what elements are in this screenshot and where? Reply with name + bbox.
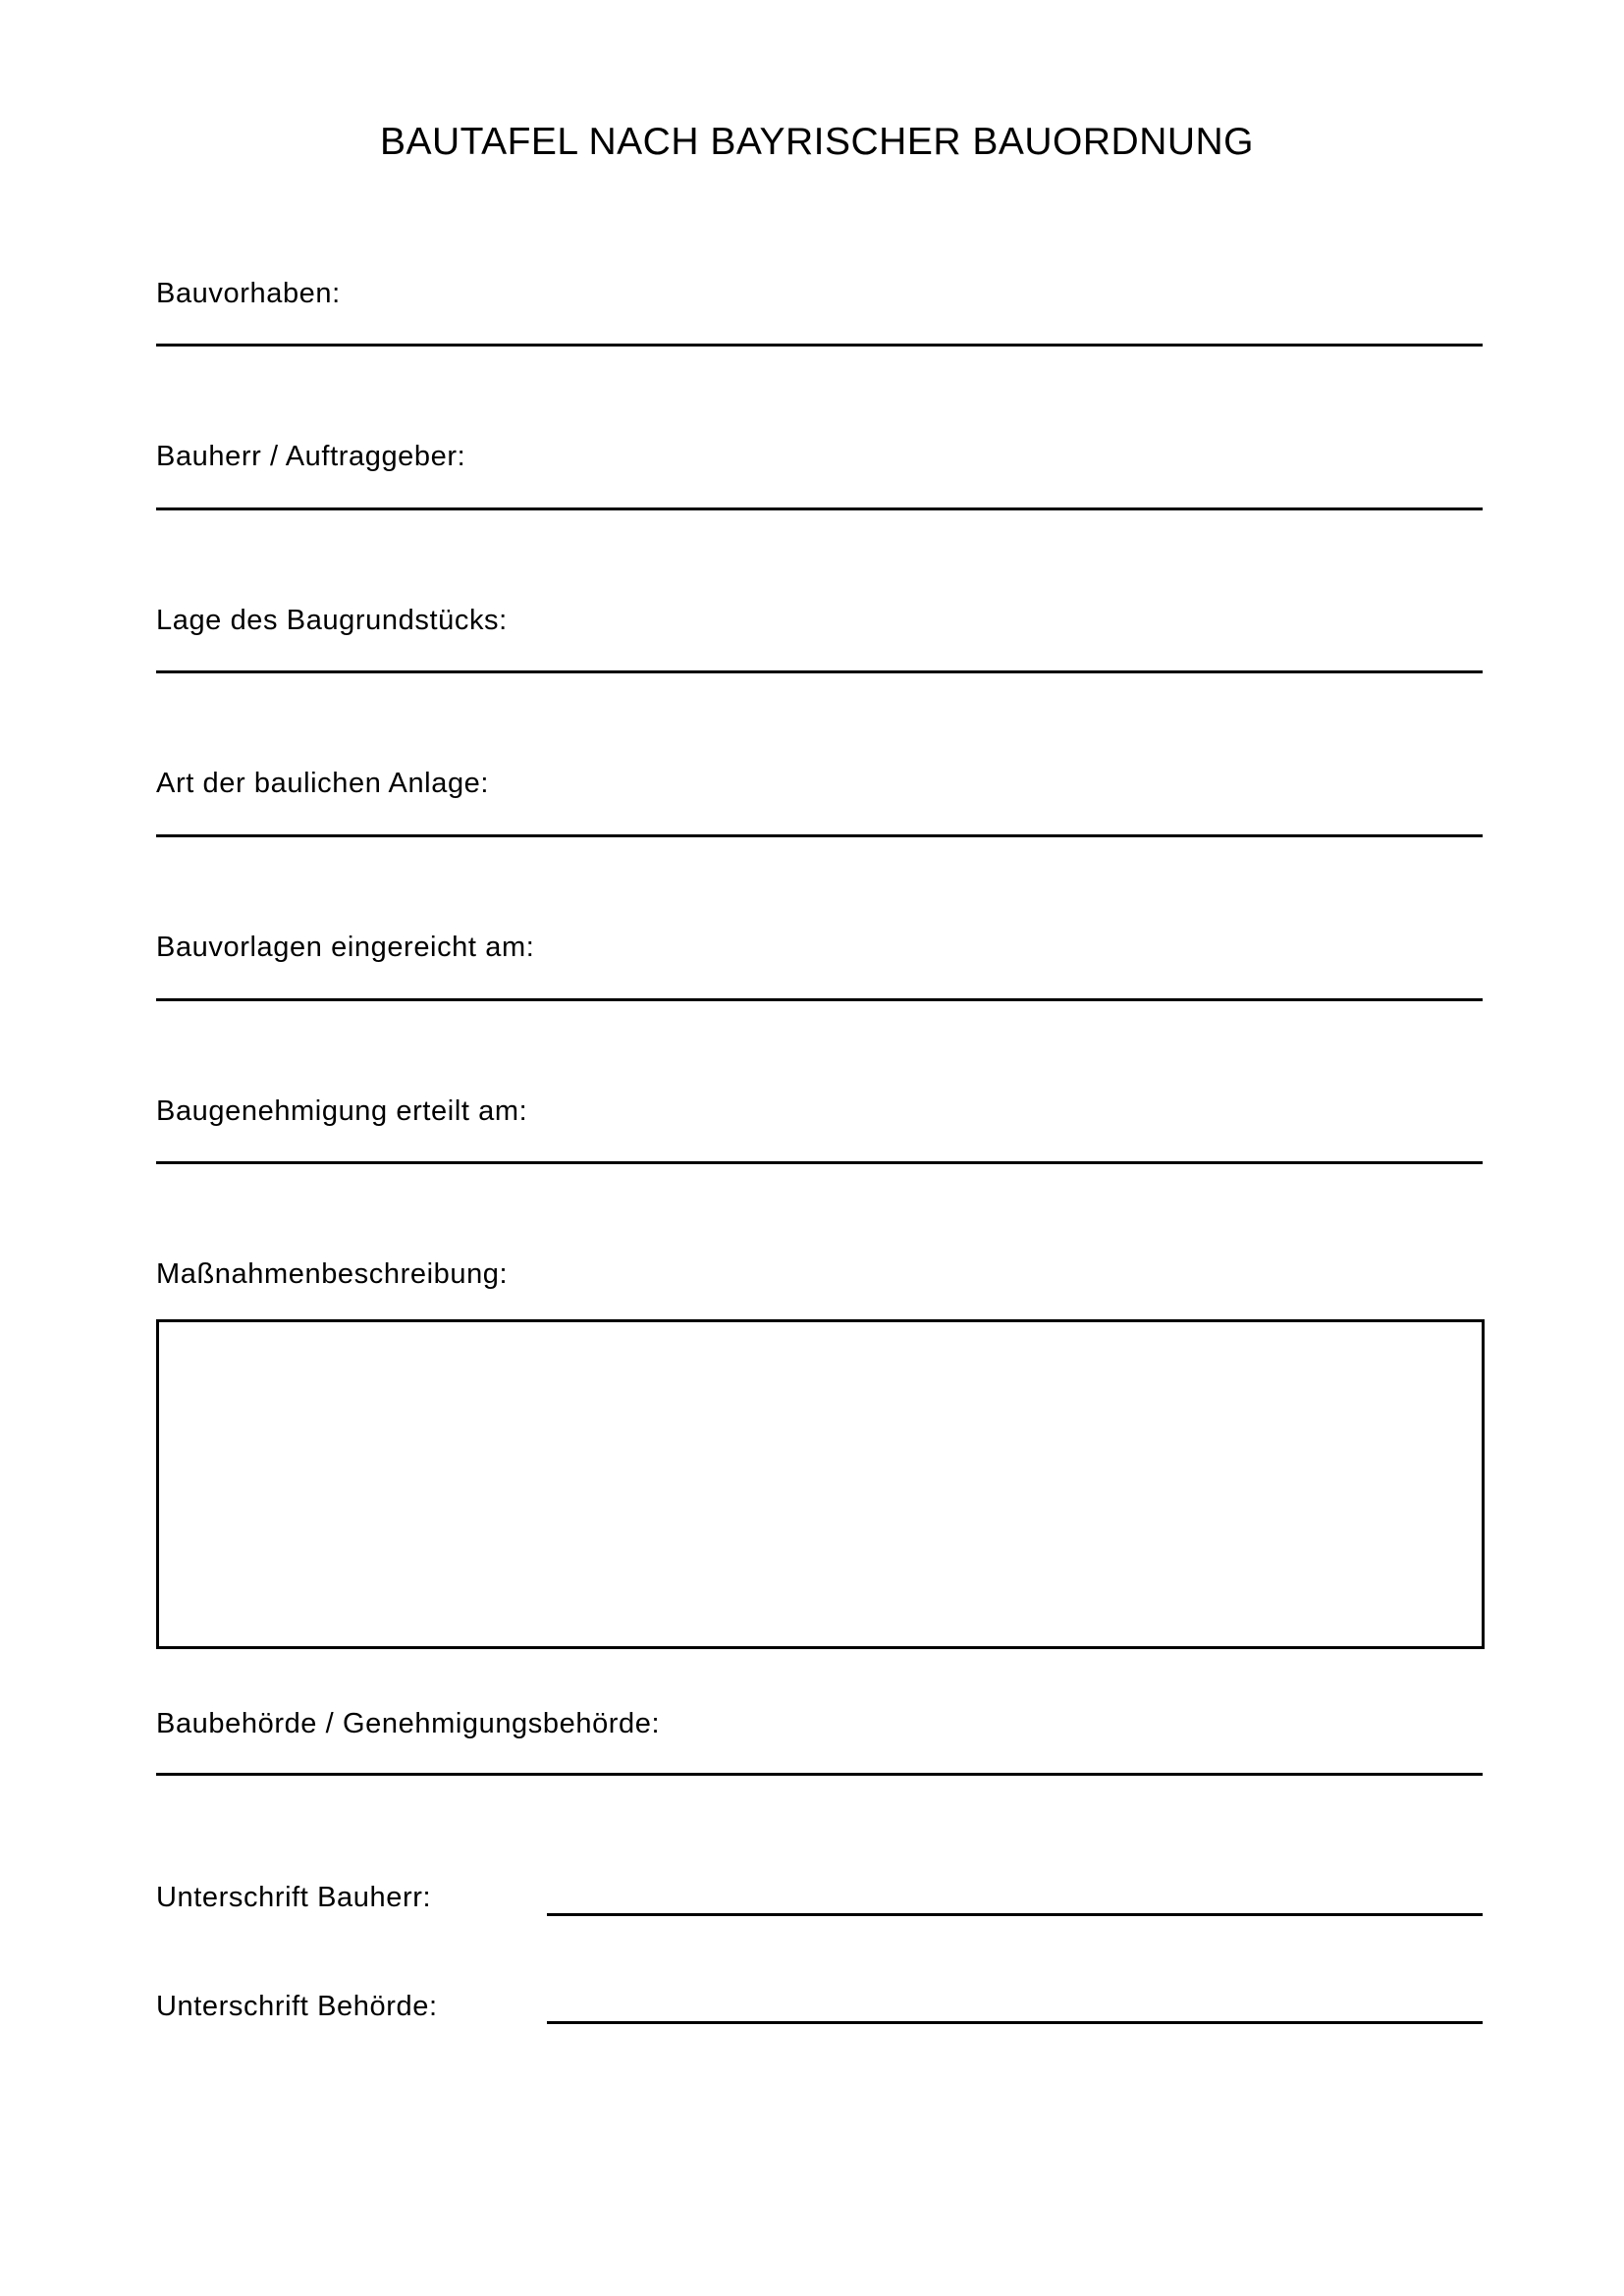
field-line-bauvorlagen[interactable] (156, 998, 1483, 1001)
label-lage: Lage des Baugrundstücks: (156, 605, 508, 636)
label-baugenehmigung: Baugenehmigung erteilt am: (156, 1095, 528, 1127)
field-line-lage[interactable] (156, 670, 1483, 673)
label-unterschrift-behoerde: Unterschrift Behörde: (156, 1991, 438, 2022)
label-bauvorhaben: Bauvorhaben: (156, 278, 341, 309)
field-line-bauherr[interactable] (156, 507, 1483, 510)
label-bauvorlagen: Bauvorlagen eingereicht am: (156, 932, 535, 963)
label-bauherr: Bauherr / Auftraggeber: (156, 441, 466, 472)
field-line-art[interactable] (156, 834, 1483, 837)
field-line-bauvorhaben[interactable] (156, 344, 1483, 347)
massnahmen-textbox[interactable] (156, 1319, 1485, 1649)
label-unterschrift-bauherr: Unterschrift Bauherr: (156, 1882, 432, 1913)
label-baubehoerde: Baubehörde / Genehmigungsbehörde: (156, 1708, 661, 1739)
label-art: Art der baulichen Anlage: (156, 768, 490, 799)
signature-line-bauherr[interactable] (547, 1913, 1483, 1916)
field-line-baubehoerde[interactable] (156, 1773, 1483, 1776)
label-massnahmen: Maßnahmenbeschreibung: (156, 1258, 509, 1290)
field-line-baugenehmigung[interactable] (156, 1161, 1483, 1164)
signature-line-behoerde[interactable] (547, 2021, 1483, 2024)
document-title: BAUTAFEL NACH BAYRISCHER BAUORDNUNG (379, 121, 1255, 163)
